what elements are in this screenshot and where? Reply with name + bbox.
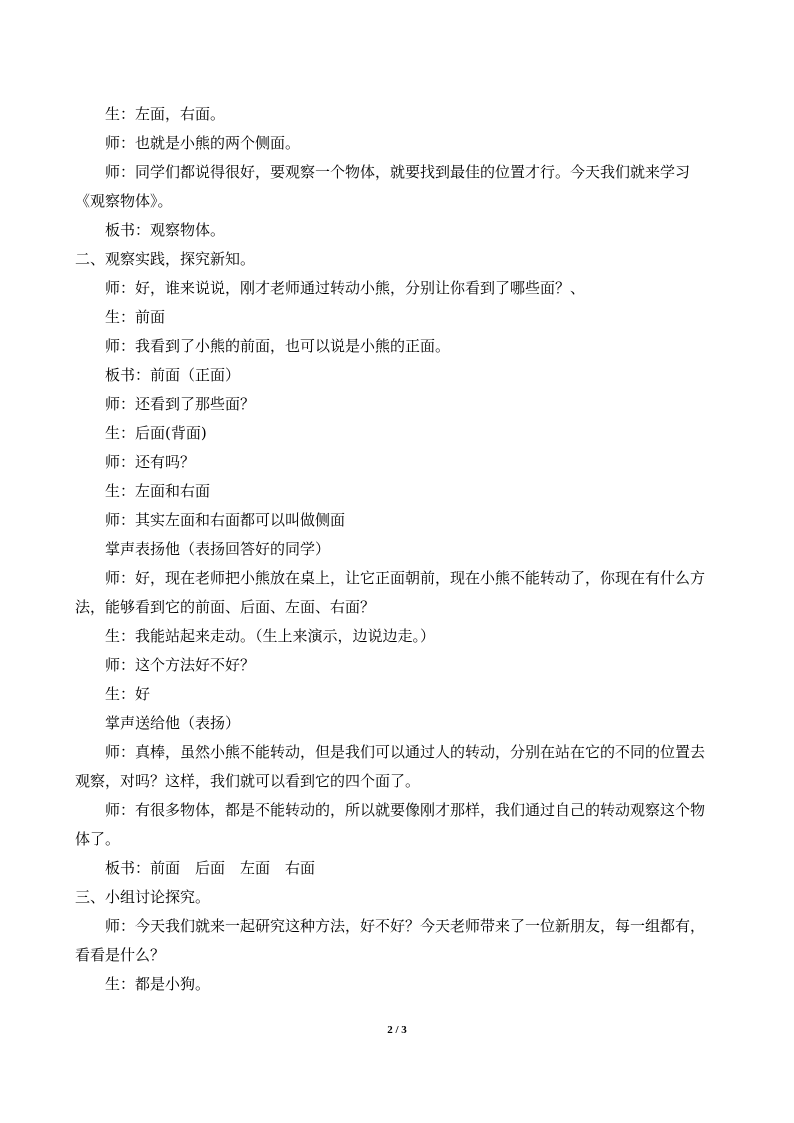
paragraph: 师：同学们都说得很好，要观察一个物体，就要找到最佳的位置才行。今天我们就来学习《观察物体》。 — [75, 163, 691, 210]
paragraph: 掌声表扬他（表扬回答好的同学） — [105, 540, 331, 558]
paragraph: 师：好，谁来说说，刚才老师通过转动小熊，分别让你看到了哪些面？、 — [105, 279, 586, 297]
paragraph: 板书：前面 后面 左面 右面 — [105, 859, 316, 877]
paragraph: 板书：前面（正面） — [105, 366, 241, 384]
paragraph: 师：我看到了小熊的前面，也可以说是小熊的正面。 — [105, 337, 451, 355]
paragraph: 生：好 — [105, 685, 151, 703]
paragraph: 师：其实左面和右面都可以叫做侧面 — [105, 511, 346, 529]
paragraph: 师：还看到了那些面？ — [105, 395, 256, 413]
paragraph: 师：有很多物体，都是不能转动的，所以就要像刚才那样，我们通过自己的转动观察这个物体了。 — [75, 801, 706, 848]
paragraph: 生：左面，右面。 — [105, 105, 226, 123]
page-number: 2 / 3 — [387, 1024, 407, 1036]
paragraph: 生：都是小狗。 — [105, 975, 211, 993]
paragraph: 师：今天我们就来一起研究这种方法，好不好？今天老师带来了一位新朋友，每一组都有，看看是什么？ — [75, 917, 706, 964]
paragraph: 掌声送给他（表扬） — [105, 714, 241, 732]
section-heading: 二、观察实践，探究新知。 — [75, 250, 256, 268]
paragraph: 生：前面 — [105, 308, 166, 326]
paragraph: 师：这个方法好不好？ — [105, 656, 256, 674]
paragraph: 师：还有吗？ — [105, 453, 196, 471]
paragraph: 师：也就是小熊的两个侧面。 — [105, 134, 301, 152]
paragraph: 生：我能站起来走动。（生上来演示，边说边走。） — [105, 627, 436, 645]
paragraph: 生：后面(背面) — [105, 424, 207, 442]
paragraph: 板书：观察物体。 — [105, 221, 226, 239]
paragraph: 师：好，现在老师把小熊放在桌上，让它正面朝前，现在小熊不能转动了，你现在有什么方法，能够看到它的前面、后面、左面、右面？ — [75, 569, 706, 616]
section-heading: 三、小组讨论探究。 — [75, 888, 211, 906]
paragraph: 生：左面和右面 — [105, 482, 211, 500]
paragraph: 师：真棒，虽然小熊不能转动，但是我们可以通过人的转动，分别在站在它的不同的位置去观察，对吗？这样，我们就可以看到它的四个面了。 — [75, 743, 706, 790]
